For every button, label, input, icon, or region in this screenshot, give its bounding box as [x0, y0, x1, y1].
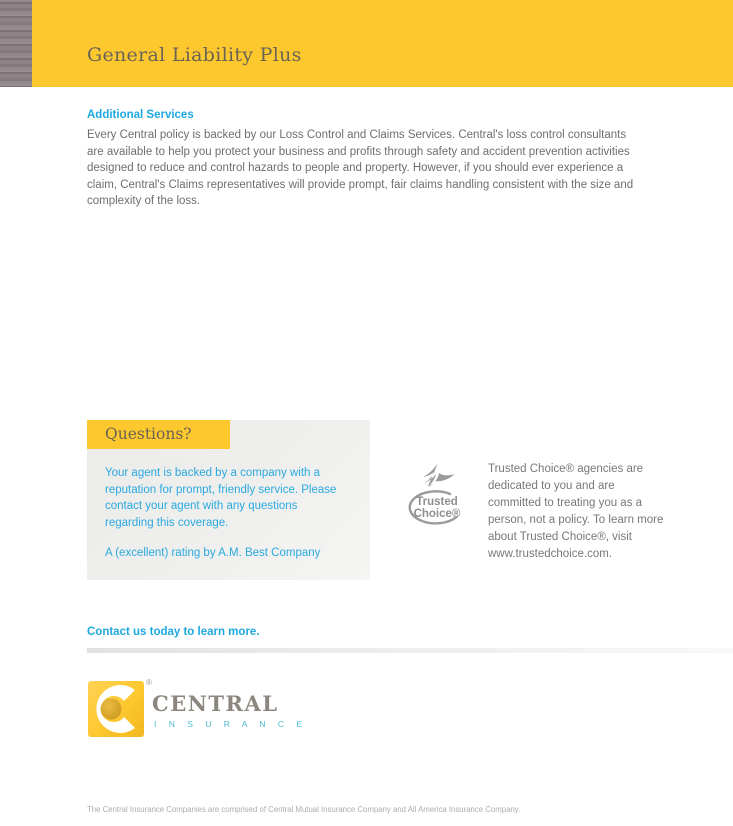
registered-mark: ®	[146, 678, 152, 687]
am-best-rating-text: A (excellent) rating by A.M. Best Company	[105, 547, 321, 559]
page-title: General Liability Plus	[87, 44, 302, 66]
logo-gold-ball	[101, 699, 122, 720]
questions-box	[87, 420, 370, 580]
questions-paragraph: Your agent is backed by a company with a reputation for prompt, friendly service. Please contact your agent with any questions regarding this coverage.	[105, 467, 337, 529]
central-insurance-logo	[88, 678, 348, 740]
central-c-mark	[88, 681, 144, 737]
eagle-icon	[423, 463, 455, 487]
questions-tab	[87, 420, 230, 449]
divider-rule	[87, 648, 733, 653]
brand-tagline: I N S U R A N C E	[154, 719, 308, 729]
brand-wordmark: CENTRAL	[152, 691, 279, 716]
wood-texture-strip	[0, 0, 32, 87]
trusted-choice-paragraph: Trusted Choice® agencies are dedicated to you and are committed to treating you as a person, not a policy. To learn more about Trusted Choice®, visit www.trustedchoice.com.	[488, 463, 664, 560]
footer-disclaimer: The Central Insurance Companies are comprised of Central Mutual Insurance Company and All America Insurance Company.	[87, 805, 521, 814]
questions-heading: Questions?	[105, 425, 192, 443]
additional-services-paragraph: Every Central policy is backed by our Loss Control and Claims Services. Central's loss control consultants are available to help you protect your business and profits through safety and accident prevention activities designed to reduce and control hazards to people and property. However, if you should ever experience a claim, Central's Claims representatives will provide prompt, fair claims handling consistent with the size and complexity of the loss.	[87, 129, 634, 207]
trusted-choice-logo-svg	[404, 461, 468, 533]
header-band	[0, 0, 733, 87]
additional-services-heading: Additional Services	[87, 109, 194, 121]
contact-us-text: Contact us today to learn more.	[87, 626, 260, 638]
trusted-choice-word2: Choice®	[413, 508, 461, 520]
trusted-choice-word1: Trusted	[416, 496, 458, 508]
trusted-choice-logo	[404, 461, 468, 533]
